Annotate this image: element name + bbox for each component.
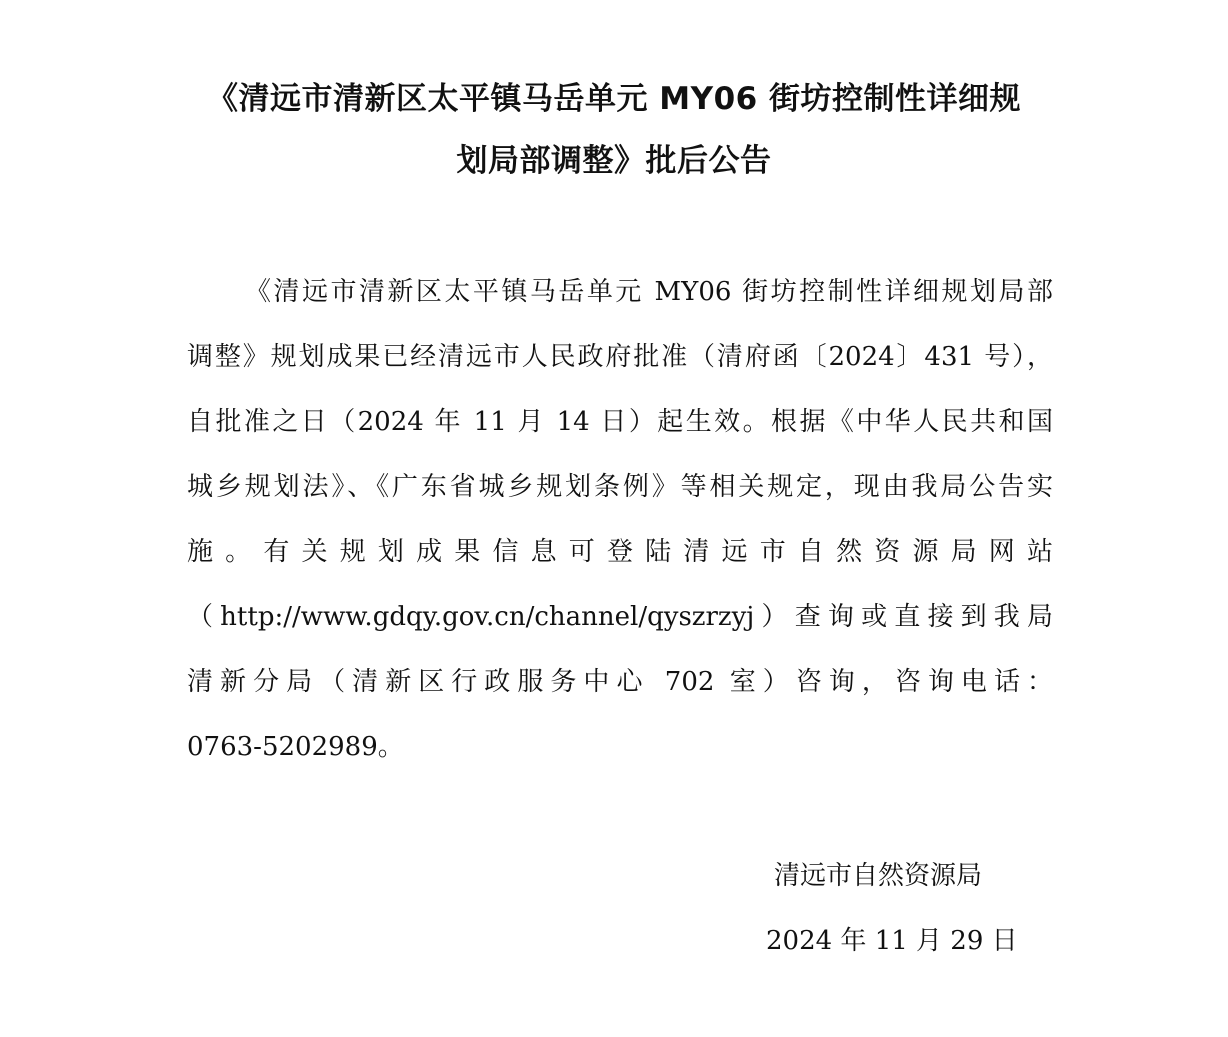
body-line-3: 自批准之日（2024 年 11 月 14 日）起生效。根据《中华人民共和国 [187,407,1053,437]
body-line-4: 城乡规划法》、《广东省城乡规划条例》等相关规定，现由我局公告实 [187,472,1053,502]
body-line-5: 施。有关规划成果信息可登陆清远市自然资源局网站 [187,537,1053,567]
body-line-8: 0763-5202989。 [187,732,404,762]
body-line-2: 调整》规划成果已经清远市人民政府批准（清府函〔2024〕431 号）， [187,342,1053,372]
notice-title-line-1: 《清远市清新区太平镇马岳单元 MY06 街坊控制性详细规 [206,81,1022,117]
body-line-1: 《清远市清新区太平镇马岳单元 MY06 街坊控制性详细规划局部 [245,277,1053,307]
body-line-6: （http://www.gdqy.gov.cn/channel/qyszrzyj）查询或直接到我局 [187,602,1053,632]
signature-issuer: 清远市自然资源局 [774,861,983,891]
notice-title-line-2: 划局部调整》批后公告 [456,143,772,179]
body-line-7: 清新分局（清新区行政服务中心 702 室）咨询，咨询电话： [187,667,1053,697]
signature-date: 2024 年 11 月 29 日 [766,926,1018,956]
